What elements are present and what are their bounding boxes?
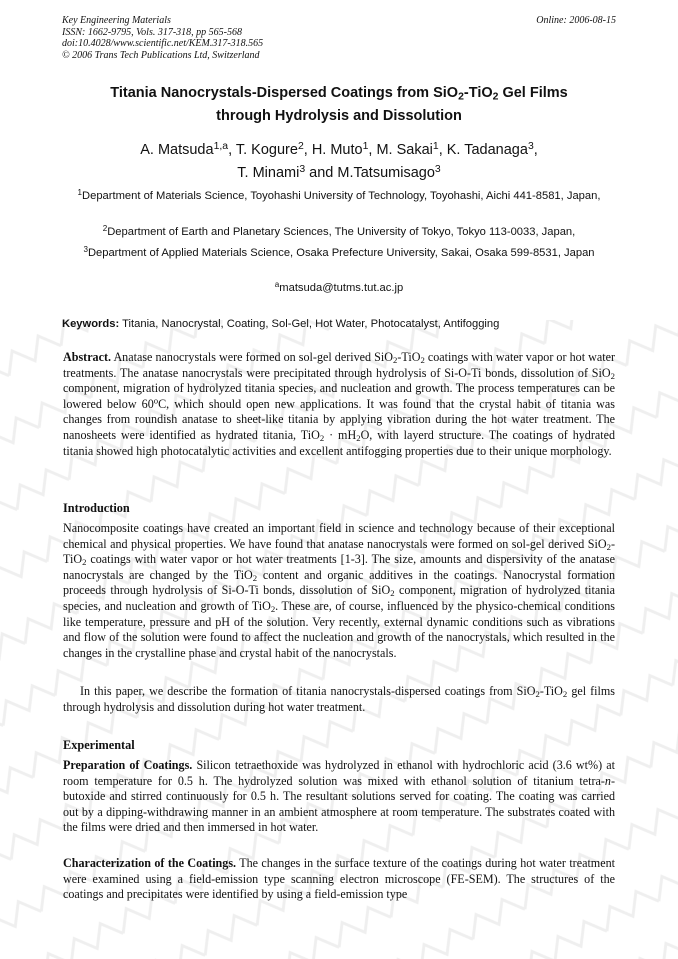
affiliation-1: $^1$Department of Materials Science, Toyohashi University of Technology, Toyohashi, Aichi 441-8581, Japan,: [77, 187, 601, 202]
keywords-label: Keywords:: [62, 318, 120, 330]
author: H. Muto: [311, 142, 363, 158]
paper-title: [62, 82, 616, 128]
author-list: A. Matsuda$^{1,a}$, T. Kogure$^2$, H. Muto$^1$, M. Sakai$^1$, K. Tadanaga$^3$, T. Minami$^3$ and M.Tatsumisago$^3$: [140, 140, 538, 181]
author: M.Tatsumisago: [337, 165, 435, 181]
preparation-paragraph: Preparation of Coatings. Silicon tetraethoxide was hydrolyzed in ethanol with hydrochloric acid (3.6 wt%) at room temperature for 0.5 h. The hydrolyzed solution was mixed with ethanol solution of titanium tetra-n-butoxide and stirred continuously for 0.5 h. The resultant solutions served for coating. The coating was carried out by a dipping-withdrawing manner in an ambient atmosphere at room temperature. The substrates coated with the films were dried and then immersed in hot water.: [63, 758, 615, 835]
introduction-paragraph-2: In this paper, we describe the formation of titania nanocrystals-dispersed coatings from SiO$_2$-TiO$_2$ gel films through hydrolysis and dissolution during hot water treatment.: [63, 684, 615, 714]
introduction-paragraph-1: Nanocomposite coatings have created an important field in science and technology because of their exceptional chemical and physical properties. We have found that anatase nanocrystals were formed on sol-gel derived SiO$_2$-TiO$_2$ coatings with water vapor or hot water treatments [1-3]. The size, amounts and dispersivity of the anatase nanocrystals are changed by the TiO$_2$ content and organic additives in the coatings. Nanocrystal formation proceeds through hydrolysis of Si-O-Ti bonds, dissolution of SiO$_2$ component, migration of hydrolyzed titania species, and nucleation and growth of TiO$_2$. These are, of course, influenced by the physico-chemical conditions like temperature, pressure and pH of the solution. Very recently, external dynamic conditions such as vibrations and flow of the solution were found to affect the nucleation and growth of the nanocrystals, which resulted in the changes in the crystalline phase and crystal habit of the nanocrystals.: [63, 521, 615, 660]
copyright-line: © 2006 Trans Tech Publications Ltd, Switzerland: [62, 49, 260, 61]
characterization-label: Characterization of the Coatings.: [63, 856, 237, 870]
affiliation-3: $^3$Department of Applied Materials Science, Osaka Prefecture University, Sakai, Osaka 599-8531, Japan: [83, 244, 595, 259]
introduction-heading: Introduction: [63, 501, 130, 515]
corresponding-email: $^a$matsuda@tutms.tut.ac.jp: [274, 279, 404, 294]
title-line-1: Titania Nanocrystals-Dispersed Coatings from SiO$_2$-TiO$_2$ Gel Films: [110, 85, 568, 103]
journal-name: Key Engineering Materials: [62, 15, 171, 26]
author: T. Kogure: [235, 142, 298, 158]
author: A. Matsuda: [140, 142, 214, 158]
abstract-label: Abstract.: [63, 350, 112, 364]
journal-header: [62, 15, 263, 61]
keywords: Keywords: Titania, Nanocrystal, Coating, Sol-Gel, Hot Water, Photocatalyst, Antifogging: [62, 318, 500, 330]
abstract: Abstract. Anatase nanocrystals were formed on sol-gel derived SiO$_2$-TiO$_2$ coatings with water vapor or hot water treatments. The anatase nanocrystals were precipitated through hydrolysis of Si-O-Ti bonds, dissolution of SiO$_2$ component, migration of hydrolyzed titania species, and nucleation and growth. The process temperatures can be lowered below 60$^o$C, which should open new applications. It was found that the crystal habit of titania was changes from roundish anatase to sheet-like titania by applying vibration during the hot water treatment. The nanosheets were identified as hydrated titania, $TiO_2 \cdot mH_2O$, with layerd structure. The coatings of hydrated titania showed high photocatalytic activities and excellent antifogging properties due to their unique morphology.: [63, 350, 616, 458]
doi-line: doi:10.4028/www.scientific.net/KEM.317-318.565: [62, 38, 264, 49]
author: K. Tadanaga: [446, 142, 528, 158]
online-date: Online: 2006-08-15: [536, 15, 616, 26]
issn-line: ISSN: 1662-9795, Vols. 317-318, pp 565-568: [62, 26, 242, 38]
title-line-2: through Hydrolysis and Dissolution: [216, 108, 462, 124]
author: T. Minami: [237, 165, 300, 181]
affiliation-2: $^2$Department of Earth and Planetary Sciences, The University of Tokyo, Tokyo 113-0033, Japan,: [102, 223, 576, 238]
preparation-label: Preparation of Coatings.: [63, 758, 193, 772]
characterization-paragraph: Characterization of the Coatings. The changes in the surface texture of the coatings during hot water treatment were examined using a field-emission type scanning electron microscope (FE-SEM). The structures of the coatings and precipitates were identified by using a field-emission type: [63, 856, 615, 902]
experimental-heading: Experimental: [63, 738, 135, 752]
author: M. Sakai: [376, 142, 433, 158]
